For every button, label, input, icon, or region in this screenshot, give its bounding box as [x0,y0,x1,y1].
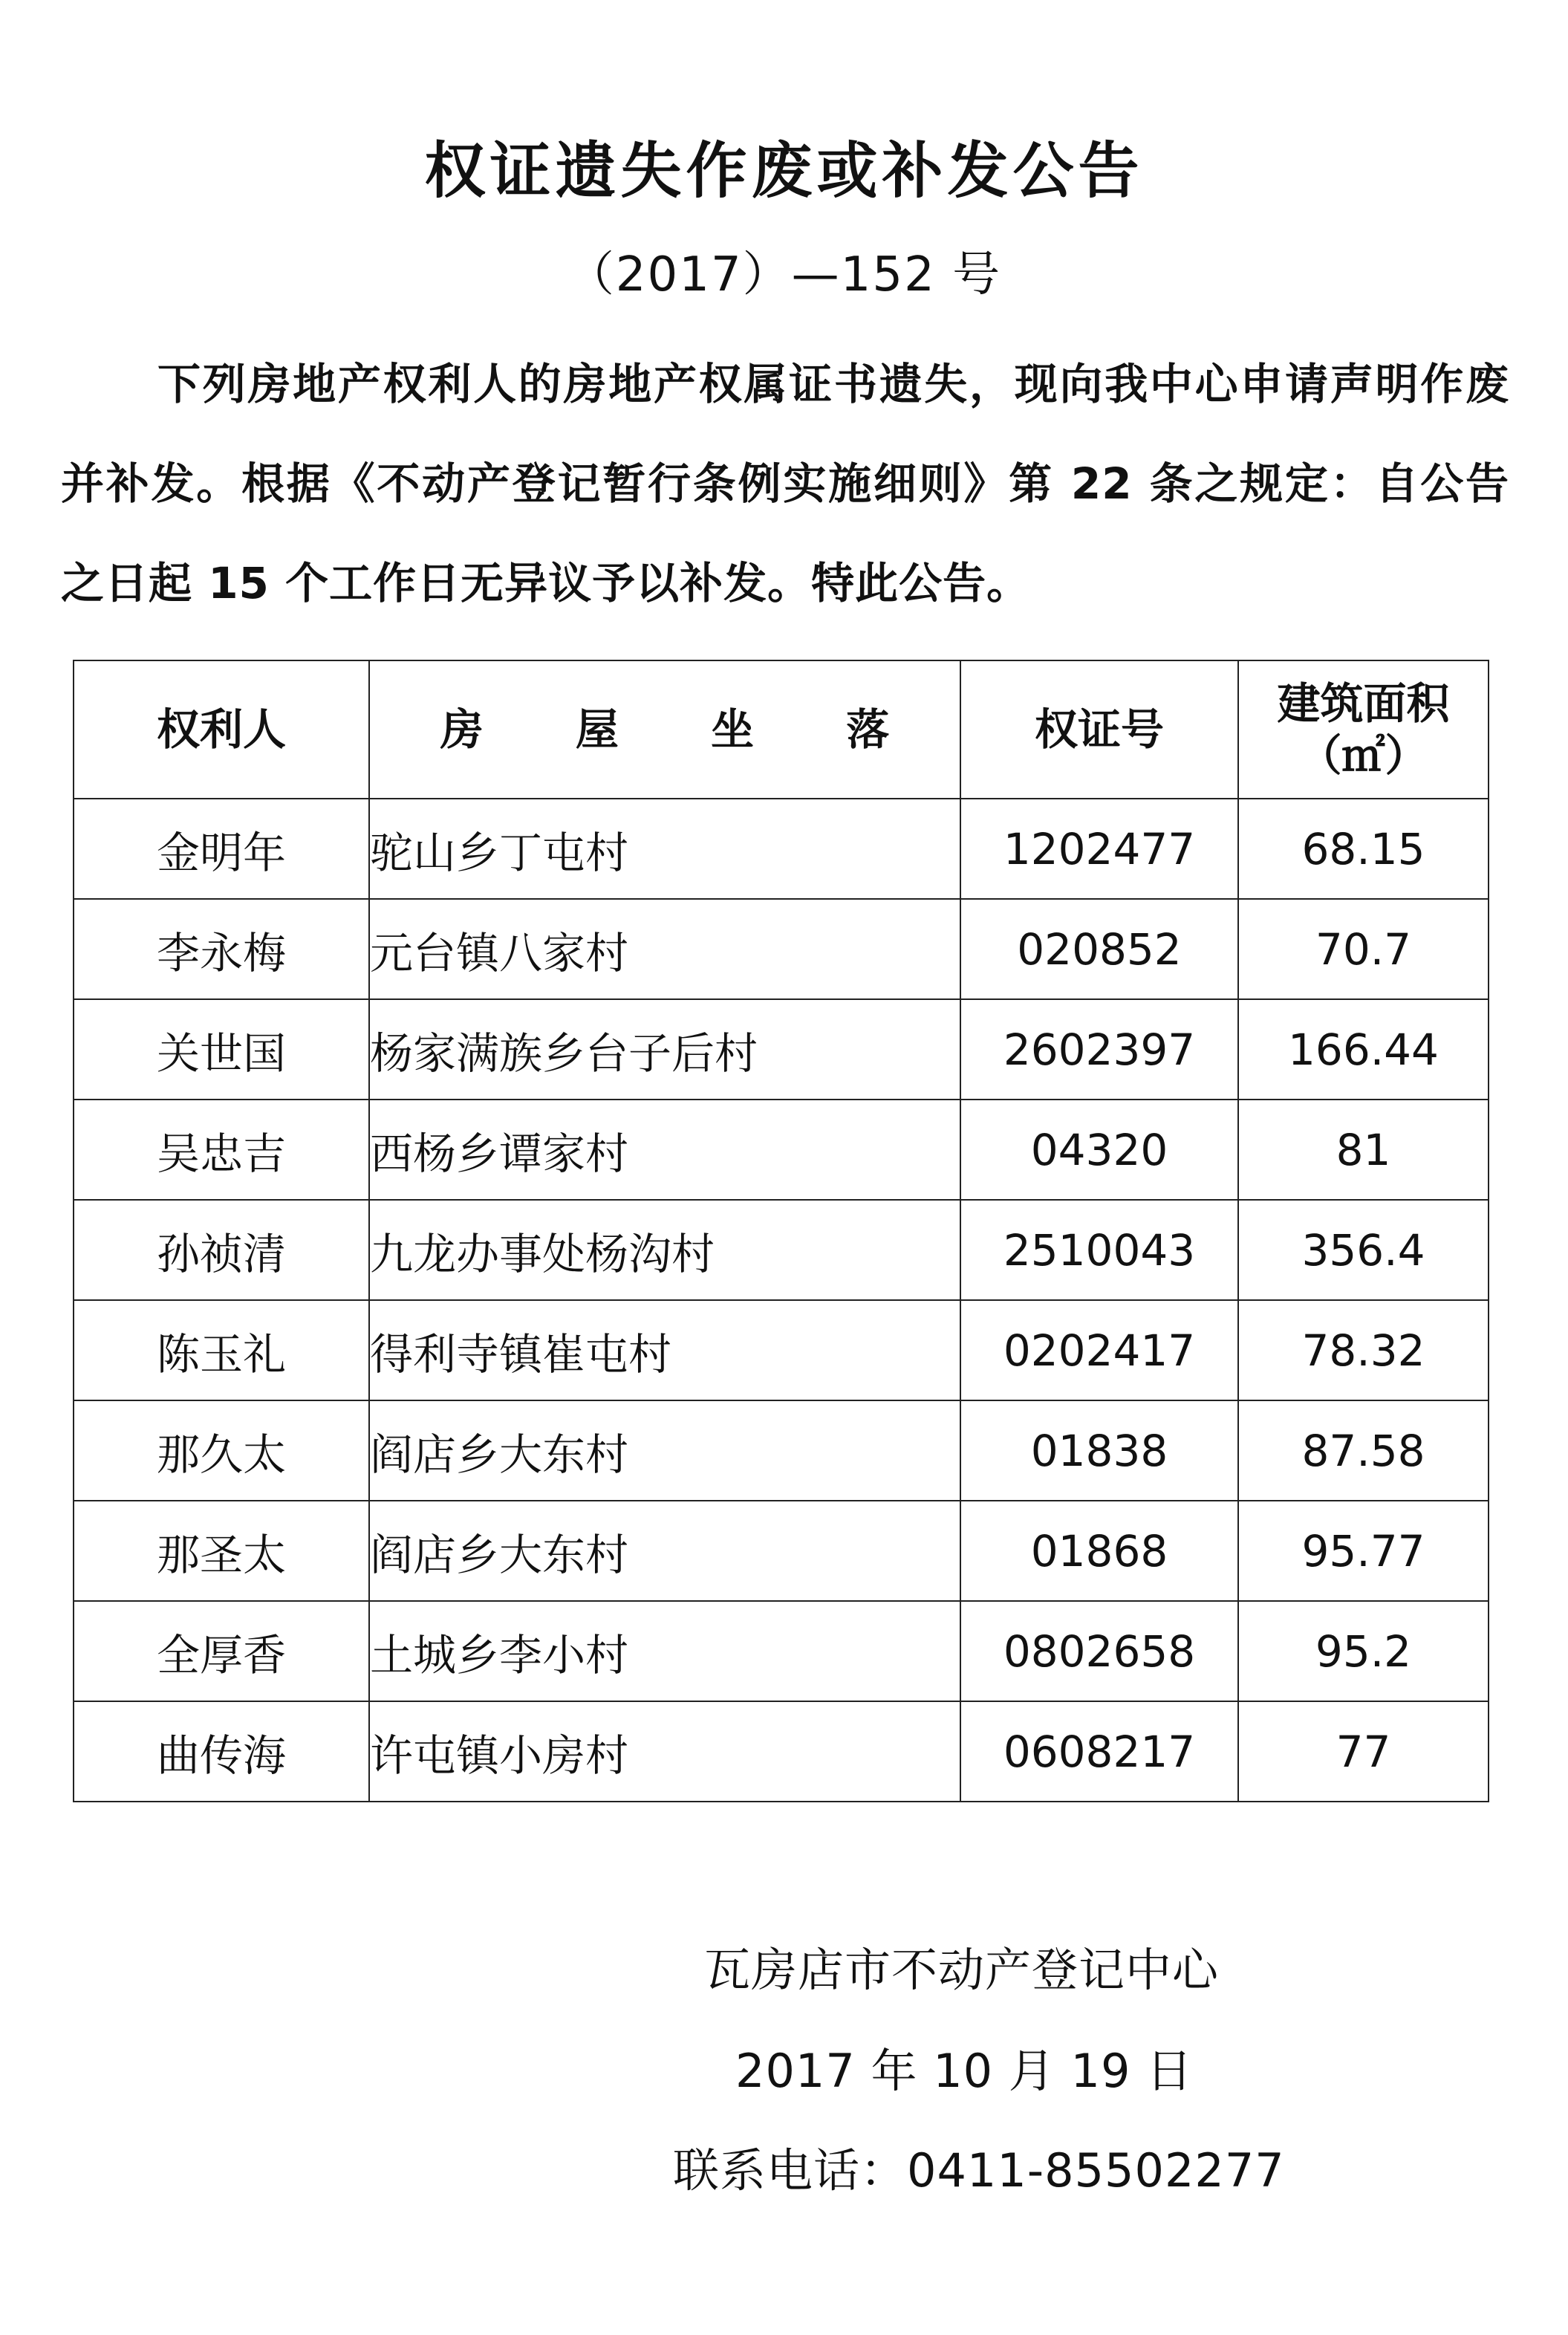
cell-owner: 吴忠吉 [74,1100,369,1200]
cell-area: 95.2 [1238,1601,1489,1701]
records-table [73,660,1489,1802]
cell-owner: 全厚香 [74,1601,369,1701]
header-location [369,660,960,799]
table-row [74,1701,1489,1802]
cell-location: 西杨乡谭家村 [369,1100,960,1200]
header-location-label: 房 屋 坐 落 [440,704,928,755]
cell-location: 九龙办事处杨沟村 [369,1200,960,1300]
cell-owner: 李永梅 [74,899,369,999]
cell-cert-no: 2602397 [960,999,1238,1100]
table-row [74,899,1489,999]
cell-area: 68.15 [1238,799,1489,899]
cell-owner: 曲传海 [74,1701,369,1802]
table-row [74,1601,1489,1701]
cell-owner: 陈玉礼 [74,1300,369,1400]
cell-cert-no: 2510043 [960,1200,1238,1300]
table-row [74,1300,1489,1400]
cell-location: 驼山乡丁屯村 [369,799,960,899]
cell-area: 78.32 [1238,1300,1489,1400]
footer-date: 2017 年 10 月 19 日 [735,2044,1194,2098]
table-row [74,1200,1489,1300]
cell-area: 95.77 [1238,1501,1489,1601]
header-area-line1: 建筑面积 [1277,678,1450,729]
cell-location: 土城乡李小村 [369,1601,960,1701]
header-area [1238,660,1489,799]
cell-location: 得利寺镇崔屯村 [369,1300,960,1400]
table-row [74,799,1489,899]
cell-area: 70.7 [1238,899,1489,999]
cell-location: 许屯镇小房村 [369,1701,960,1802]
cell-area: 81 [1238,1100,1489,1200]
cell-cert-no: 0802658 [960,1601,1238,1701]
cell-location: 阎店乡大东村 [369,1501,960,1601]
cell-owner: 关世国 [74,999,369,1100]
table-header-row [74,660,1489,799]
cell-owner: 孙祯清 [74,1200,369,1300]
table-row [74,1100,1489,1200]
header-cert-no: 权证号 [960,660,1238,799]
cell-area: 77 [1238,1701,1489,1802]
cell-cert-no: 020852 [960,899,1238,999]
cell-owner: 金明年 [74,799,369,899]
cell-location: 元台镇八家村 [369,899,960,999]
notice-body: 下列房地产权利人的房地产权属证书遗失，现向我中心申请声明作废并补发。根据《不动产登记暂行条例实施细则》第 22 条之规定：自公告之日起 15 个工作日无异议予以补发。特此公告。 [61,359,1509,608]
cell-area: 166.44 [1238,999,1489,1100]
cell-location: 阎店乡大东村 [369,1400,960,1501]
cell-area: 356.4 [1238,1200,1489,1300]
cell-cert-no: 04320 [960,1100,1238,1200]
notice-number: （2017）—152 号 [566,247,1002,302]
cell-owner: 那久太 [74,1400,369,1501]
header-owner: 权利人 [74,660,369,799]
cell-cert-no: 0608217 [960,1701,1238,1802]
cell-cert-no: 0202417 [960,1300,1238,1400]
cell-cert-no: 01838 [960,1400,1238,1501]
cell-owner: 那圣太 [74,1501,369,1601]
cell-cert-no: 1202477 [960,799,1238,899]
cell-location: 杨家满族乡台子后村 [369,999,960,1100]
cell-cert-no: 01868 [960,1501,1238,1601]
footer-organization: 瓦房店市不动产登记中心 [704,1943,1220,1997]
header-area-line2: （㎡） [1298,730,1428,781]
table-row [74,1400,1489,1501]
table-row [74,1501,1489,1601]
cell-area: 87.58 [1238,1400,1489,1501]
table-row [74,999,1489,1100]
notice-title: 权证遗失作废或补发公告 [424,136,1144,207]
footer-phone: 联系电话：0411-85502277 [673,2143,1285,2198]
